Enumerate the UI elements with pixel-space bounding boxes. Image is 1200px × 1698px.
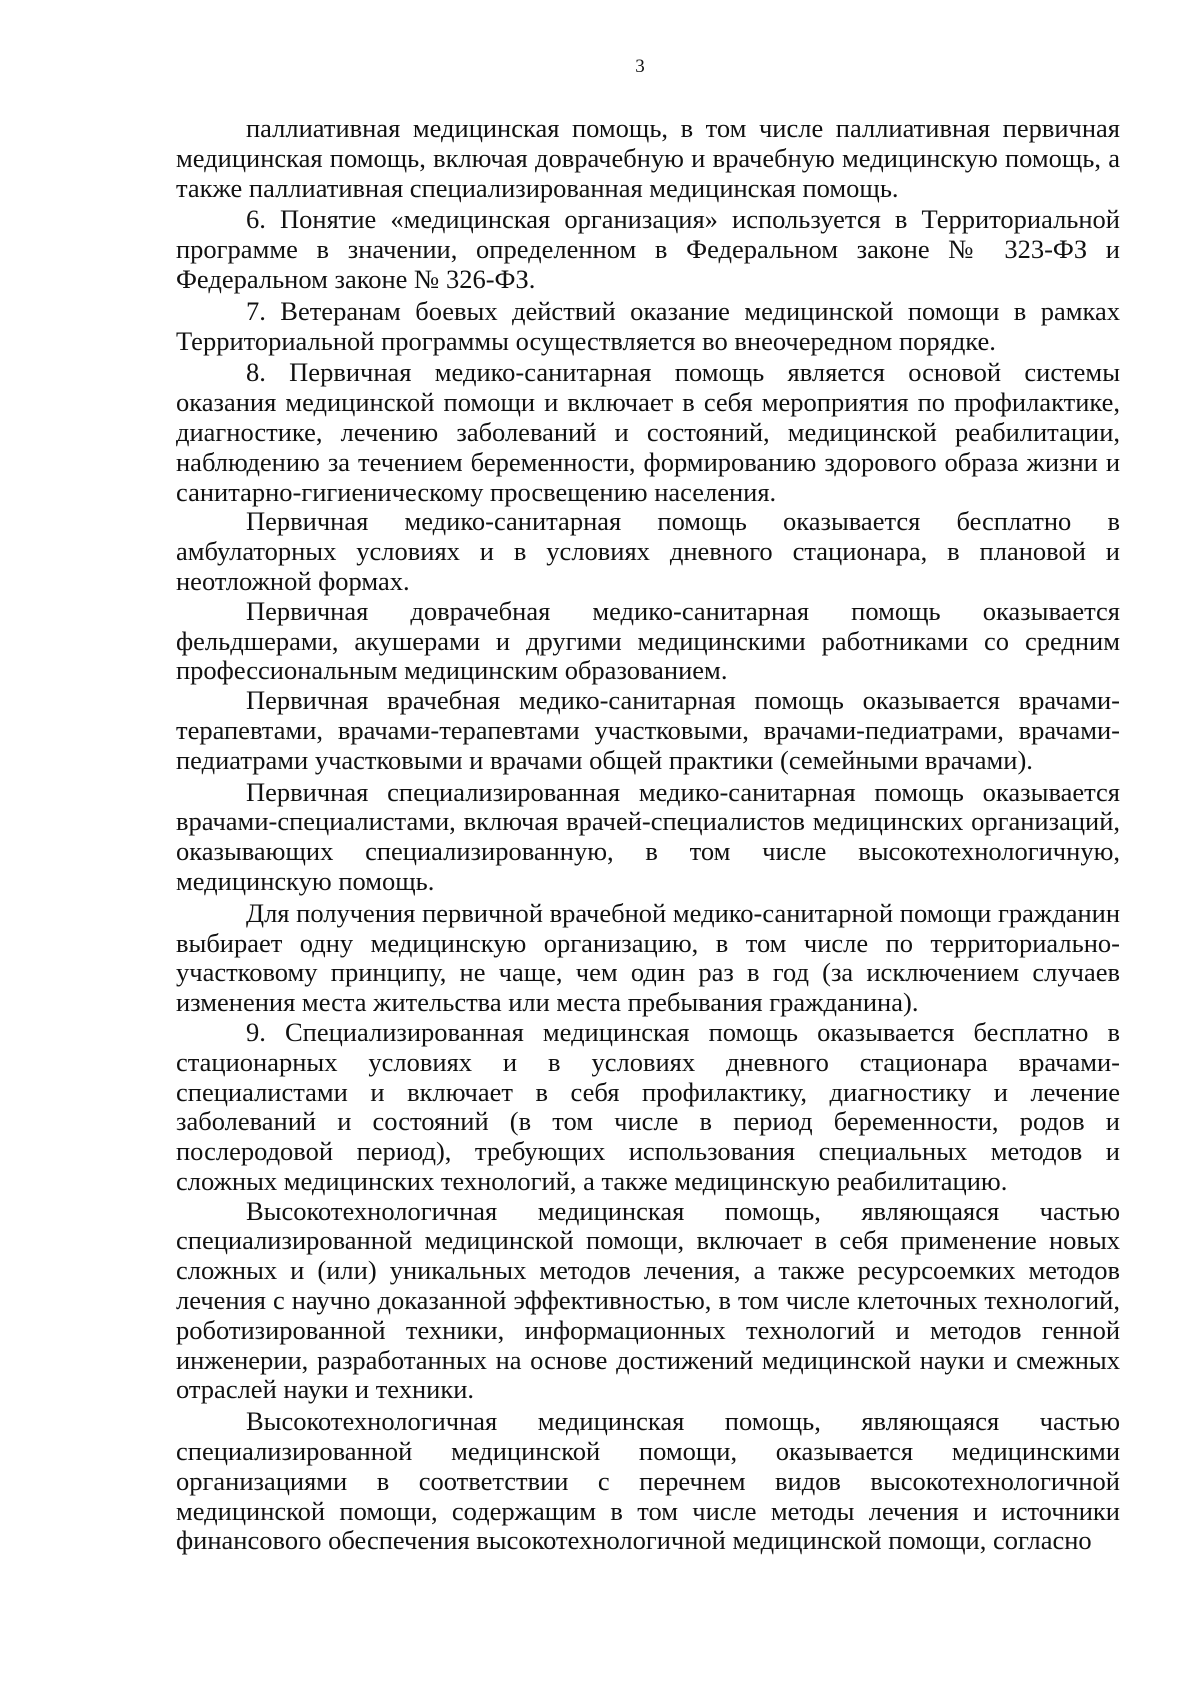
paragraph-choice-of-organization: Для получения первичной врачебной медико-санитарной помощи гражданин выбирает одну медицинскую организацию, в том числе по территориально-участковому принципу, не чаще, чем один раз в год (за исключением случаев изменения места жительства или места пребывания гражданина). — [176, 897, 1120, 1018]
document-body — [176, 114, 1120, 1556]
page-number: 3 — [635, 56, 645, 77]
paragraph-primary-care-free: Первичная медико-санитарная помощь оказывается бесплатно в амбулаторных условиях и в условиях дневного стационара, в плановой и неотложной формах. — [176, 506, 1120, 596]
paragraph-high-tech-care: Высокотехнологичная медицинская помощь, являющаяся частью специализированной медицинской помощи, включает в себя применение новых сложных и (или) уникальных методов лечения, а также ресурсоемких методов лечения с научно доказанной эффективностью, в том числе клеточных технологий, роботизированной техники, информационных технологий и методов генной инженерии, разработанных на основе достижений медицинской науки и смежных отраслей науки и техники. — [176, 1195, 1120, 1405]
paragraph-item-6: 6. Понятие «медицинская организация» используется в Территориальной программе в значении, определенном в Федеральном законе № 323-ФЗ и Федеральном законе № 326-ФЗ. — [176, 204, 1120, 294]
paragraph-high-tech-care-organizations: Высокотехнологичная медицинская помощь, являющаяся частью специализированной медицинской помощи, оказывается медицинскими организациями в соответствии с перечнем видов высокотехнологичной медицинской помощи, содержащим в том числе методы лечения и источники финансового обеспечения высокотехнологичной медицинской помощи, согласно — [176, 1406, 1120, 1556]
paragraph-doctor-care: Первичная врачебная медико-санитарная помощь оказывается врачами-терапевтами, врачами-терапевтами участковыми, врачами-педиатрами, врачами-педиатрами участковыми и врачами общей практики (семейными врачами). — [176, 685, 1120, 775]
paragraph-item-8: 8. Первичная медико-санитарная помощь является основой системы оказания медицинской помощи и включает в себя мероприятия по профилактике, диагностике, лечению заболеваний и состояний, медицинской реабилитации, наблюдению за течением беременности, формированию здорового образа жизни и санитарно-гигиеническому просвещению населения. — [176, 357, 1120, 507]
paragraph-item-7: 7. Ветеранам боевых действий оказание медицинской помощи в рамках Территориальной программы осуществляется во внеочередном порядке. — [176, 295, 1120, 356]
paragraph-specialized-primary-care: Первичная специализированная медико-санитарная помощь оказывается врачами-специалистами, включая врачей-специалистов медицинских организаций, оказывающих специализированную, в том числе высокотехнологичную, медицинскую помощь. — [176, 776, 1120, 896]
paragraph-pre-doctor-care: Первичная доврачебная медико-санитарная помощь оказывается фельдшерами, акушерами и другими медицинскими работниками со средним профессиональным медицинским образованием. — [176, 595, 1120, 686]
paragraph-item-9: 9. Специализированная медицинская помощь оказывается бесплатно в стационарных условиях и в условиях дневного стационара врачами-специалистами и включает в себя профилактику, диагностику и лечение заболеваний и состояний (в том числе в период беременности, родов и послеродовой период), требующих использования специальных методов и сложных медицинских технологий, а также медицинскую реабилитацию. — [176, 1016, 1120, 1196]
paragraph-palliative-care: паллиативная медицинская помощь, в том числе паллиативная первичная медицинская помощь, включая доврачебную и врачебную медицинскую помощь, а также паллиативная специализированная медицинская помощь. — [176, 113, 1120, 203]
